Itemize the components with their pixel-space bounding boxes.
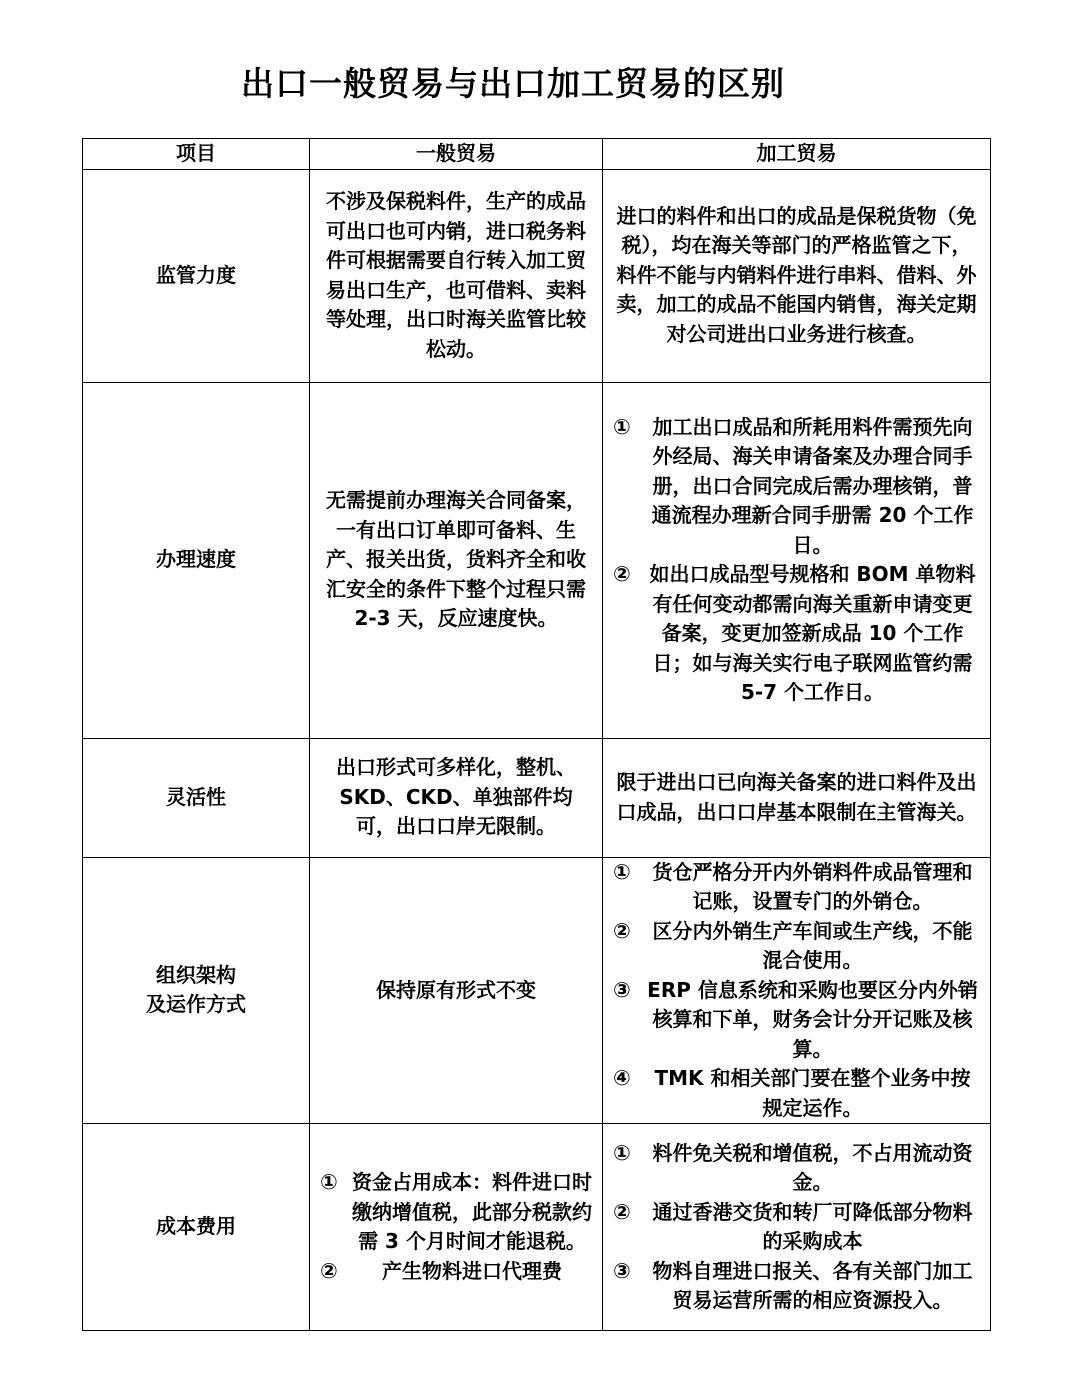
general-supervision-text: 不涉及保税料件，生产的成品可出口也可内销，进口税务料件可根据需要自行转入加工贸易出口生产，也可借料、卖料等处理，出口时海关监管比较松动。 <box>310 169 603 382</box>
list-number: ② <box>320 1258 338 1283</box>
general-flexibility-text: 出口形式可多样化，整机、SKD、CKD、单独部件均可，出口口岸无限制。 <box>310 738 603 857</box>
row-label-flexibility: 灵活性 <box>83 738 310 857</box>
list-number: ① <box>613 1140 631 1165</box>
row-label-speed: 办理速度 <box>83 382 310 738</box>
list-item <box>320 1257 592 1287</box>
list-item <box>613 858 980 917</box>
table-row <box>83 169 991 382</box>
page-title: 出口一般贸易与出口加工贸易的区别 <box>241 64 785 103</box>
list-item <box>613 413 980 561</box>
processing-cost-cell <box>603 1124 991 1331</box>
table-row <box>83 1124 991 1331</box>
comparison-table <box>82 138 991 1331</box>
header-processing-trade: 加工贸易 <box>603 139 991 170</box>
list-text: 产生物料进口代理费 <box>382 1258 562 1283</box>
list-text: TMK 和相关部门要在整个业务中按规定运作。 <box>654 1066 971 1120</box>
processing-organization-list <box>613 858 980 1124</box>
processing-flexibility-text: 限于进出口已向海关备案的进口料件及出口成品，出口口岸基本限制在主管海关。 <box>603 738 991 857</box>
list-item <box>613 917 980 976</box>
processing-speed-list <box>613 413 980 708</box>
row-label-organization <box>83 857 310 1124</box>
list-item <box>613 976 980 1065</box>
list-text: 如出口成品型号规格和 BOM 单物料有任何变动都需向海关重新申请变更备案，变更加签新成品 10 个工作日；如与海关实行电子联网监管约需 5-7 个工作日。 <box>649 562 976 704</box>
table-row <box>83 382 991 738</box>
row-label-organization-line1: 组织架构 <box>156 962 236 987</box>
list-text: 加工出口成品和所耗用料件需预先向外经局、海关申请备案及办理合同手册，出口合同完成后需办理核销，普通流程办理新合同手册需 20 个工作日。 <box>651 414 974 557</box>
processing-cost-list <box>613 1139 980 1316</box>
table-row <box>83 857 991 1124</box>
processing-organization-cell <box>603 857 991 1124</box>
list-item <box>613 560 980 708</box>
list-number: ① <box>320 1170 338 1194</box>
list-text: 资金占用成本：料件进口时缴纳增值税，此部分税款约需 3 个月时间才能退税。 <box>352 1170 592 1253</box>
list-text: 区分内外销生产车间或生产线，不能混合使用。 <box>652 918 973 972</box>
list-number: ① <box>613 414 631 439</box>
table-header-row <box>83 139 991 170</box>
list-number: ② <box>613 918 631 943</box>
list-text: 料件免关税和增值税，不占用流动资金。 <box>652 1140 973 1194</box>
list-text: 货仓严格分开内外销料件成品管理和记账，设置专门的外销仓。 <box>652 859 973 913</box>
list-text: 通过香港交货和转厂可降低部分物料的采购成本 <box>652 1199 973 1253</box>
list-number: ③ <box>613 1258 631 1283</box>
general-speed-text: 无需提前办理海关合同备案，一有出口订单即可备料、生产、报关出货，货料齐全和收汇安全的条件下整个过程只需 2-3 天，反应速度快。 <box>310 382 603 738</box>
list-text: 物料自理进口报关、各有关部门加工贸易运营所需的相应资源投入。 <box>652 1258 973 1312</box>
table-row <box>83 738 991 857</box>
general-cost-list <box>320 1168 592 1286</box>
row-label-cost: 成本费用 <box>83 1124 310 1331</box>
list-item <box>613 1257 980 1316</box>
list-item <box>320 1168 592 1257</box>
list-number: ④ <box>613 1066 631 1090</box>
row-label-supervision: 监管力度 <box>83 169 310 382</box>
general-cost-cell <box>310 1124 603 1331</box>
general-organization-text: 保持原有形式不变 <box>310 857 603 1124</box>
list-text: ERP 信息系统和采购也要区分内外销核算和下单，财务会计分开记账及核算。 <box>647 977 978 1061</box>
list-number: ③ <box>613 977 631 1002</box>
list-item <box>613 1064 980 1123</box>
row-label-organization-line2: 及运作方式 <box>146 992 246 1017</box>
list-number: ② <box>613 1199 631 1224</box>
header-general-trade: 一般贸易 <box>310 139 603 170</box>
list-item <box>613 1139 980 1198</box>
list-number: ① <box>613 859 631 884</box>
header-item: 项目 <box>83 139 310 170</box>
list-number: ② <box>613 562 631 586</box>
processing-supervision-text: 进口的料件和出口的成品是保税货物（免税），均在海关等部门的严格监管之下，料件不能与内销料件进行串料、借料、外卖，加工的成品不能国内销售，海关定期对公司进出口业务进行核查。 <box>603 169 991 382</box>
processing-speed-cell <box>603 382 991 738</box>
list-item <box>613 1198 980 1257</box>
